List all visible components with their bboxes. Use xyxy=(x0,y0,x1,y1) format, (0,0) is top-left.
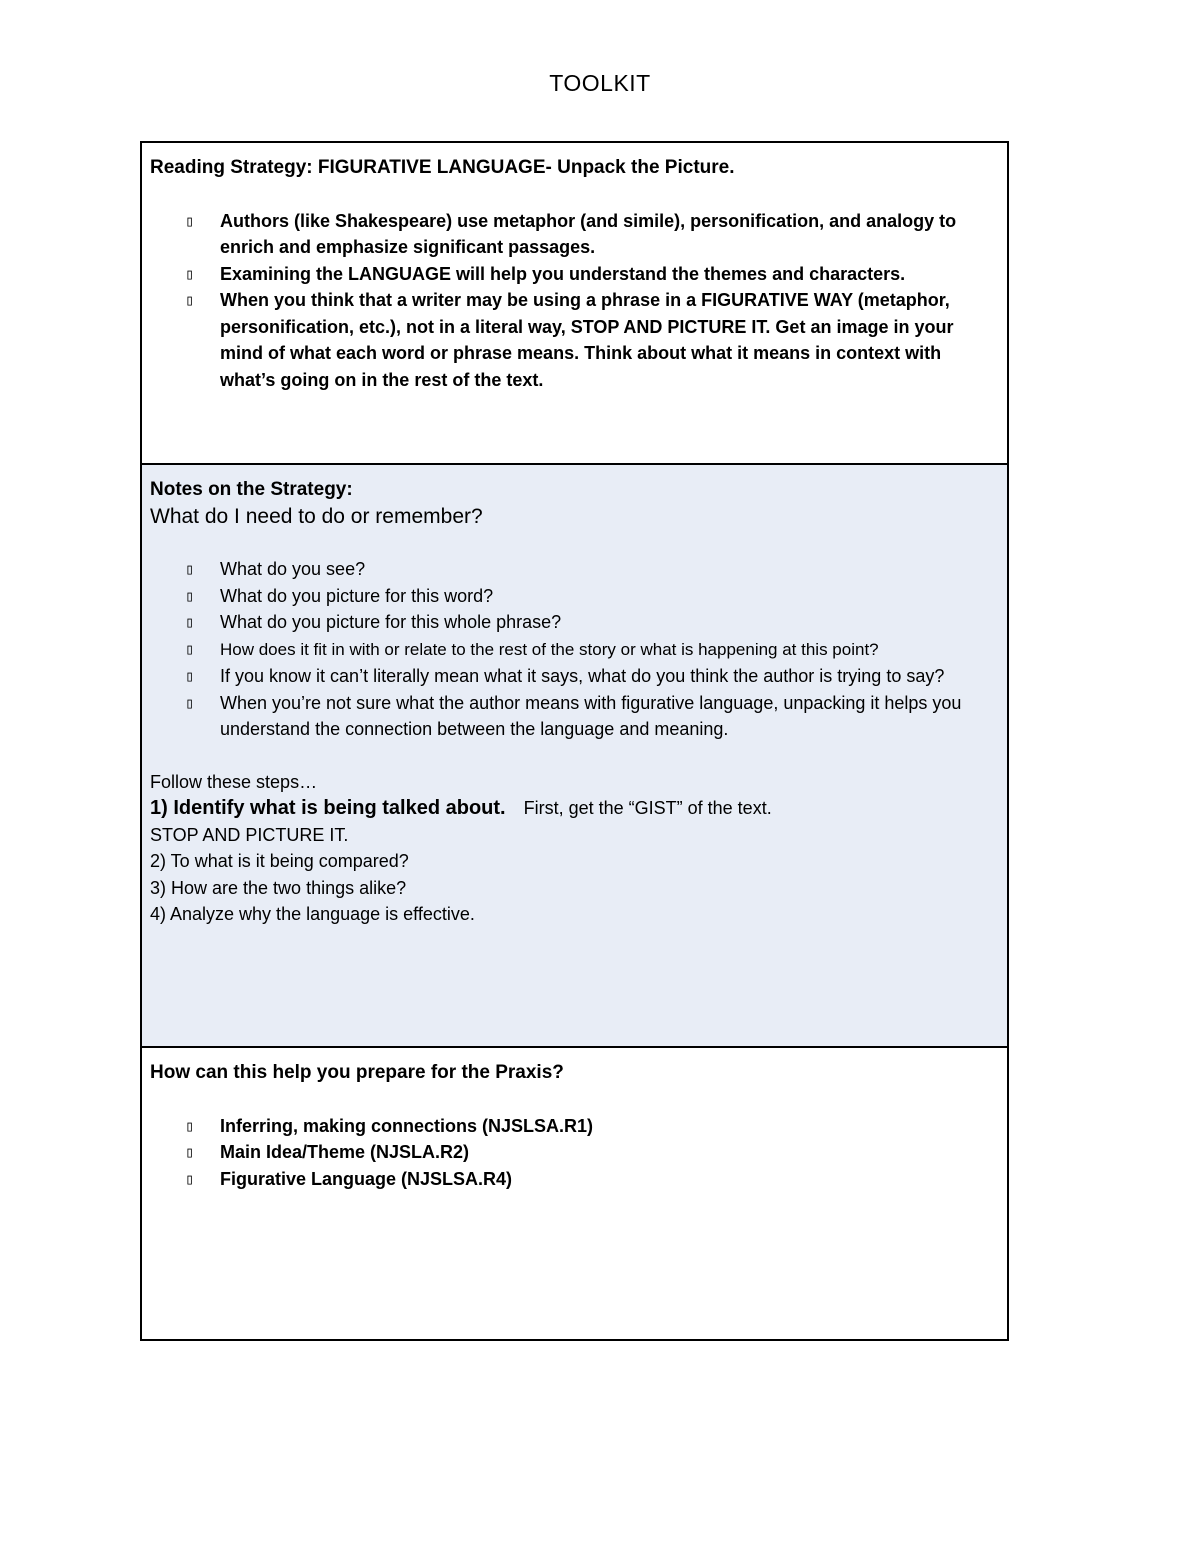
list-item-text: Examining the LANGUAGE will help you understand the themes and characters. xyxy=(220,263,906,284)
list-item xyxy=(150,1113,999,1140)
notes-heading: Notes on the Strategy: xyxy=(150,479,353,500)
strategy-heading: Reading Strategy: FIGURATIVE LANGUAGE- Unpack the Picture. xyxy=(150,157,735,178)
page-title: TOOLKIT xyxy=(549,70,651,96)
square-bullet-icon: ▯ xyxy=(185,291,195,309)
step-1-text: 1) Identify what is being talked about. xyxy=(150,797,506,819)
list-item-text: When you think that a writer may be using a phrase in a FIGURATIVE WAY (metaphor, personification, etc.), not in a literal way, STOP AND PICTURE IT. Get an image in your mind of what each word or phrase means. Think about what it means in context with what’s going on in the rest of the text. xyxy=(220,290,954,390)
square-bullet-icon: ▯ xyxy=(185,613,195,631)
list-item xyxy=(150,261,999,288)
square-bullet-icon: ▯ xyxy=(185,211,195,230)
list-item xyxy=(150,556,999,583)
praxis-bullet-list xyxy=(150,1113,999,1193)
square-bullet-icon: ▯ xyxy=(185,1143,195,1161)
step-2: 2) To what is it being compared? xyxy=(150,851,409,871)
list-item xyxy=(150,1139,999,1166)
list-item xyxy=(150,208,999,261)
strategy-section xyxy=(142,143,1007,463)
step-1-note: STOP AND PICTURE IT. xyxy=(150,824,349,845)
list-item xyxy=(150,287,999,393)
square-bullet-icon: ▯ xyxy=(185,560,195,578)
strategy-bullet-list xyxy=(150,208,999,394)
steps-intro: Follow these steps… xyxy=(150,771,318,792)
square-bullet-icon: ▯ xyxy=(185,1116,195,1135)
list-item xyxy=(150,663,999,690)
praxis-heading: How can this help you prepare for the Praxis? xyxy=(150,1062,564,1083)
list-item-text: Authors (like Shakespeare) use metaphor (and simile), personification, and analogy to enrich and emphasize significant passages. xyxy=(220,210,957,257)
list-item xyxy=(150,636,999,664)
notes-subheading: What do I need to do or remember? xyxy=(150,504,483,528)
square-bullet-icon: ▯ xyxy=(185,667,195,685)
list-item-text: What do you picture for this whole phrase? xyxy=(220,612,562,632)
list-item xyxy=(150,583,999,610)
notes-section xyxy=(142,463,1007,1046)
list-item-text: Main Idea/Theme (NJSLA.R2) xyxy=(220,1142,470,1162)
square-bullet-icon: ▯ xyxy=(185,1169,195,1188)
notes-bullet-list xyxy=(150,556,999,743)
list-item-text: Inferring, making connections (NJSLSA.R1) xyxy=(220,1115,594,1136)
square-bullet-icon: ▯ xyxy=(185,693,195,712)
step-3: 3) How are the two things alike? xyxy=(150,877,407,898)
praxis-section xyxy=(142,1046,1007,1339)
list-item xyxy=(150,609,999,636)
list-item xyxy=(150,1166,999,1193)
step-1-aside: First, get the “GIST” of the text. xyxy=(523,798,772,818)
list-item-text: If you know it can’t literally mean what it says, what do you think the author is trying to say? xyxy=(220,666,945,686)
list-item-text: Figurative Language (NJSLSA.R4) xyxy=(220,1168,513,1189)
square-bullet-icon: ▯ xyxy=(185,639,195,658)
list-item-text: What do you picture for this word? xyxy=(220,585,494,606)
square-bullet-icon: ▯ xyxy=(185,264,195,283)
list-item-text: How does it fit in with or relate to the rest of the story or what is happening at this point? xyxy=(220,639,879,659)
list-item-text: When you’re not sure what the author means with figurative language, unpacking it helps you understand the connection between the language and meaning. xyxy=(220,692,962,739)
list-item-text: What do you see? xyxy=(220,559,366,579)
square-bullet-icon: ▯ xyxy=(185,586,195,605)
list-item xyxy=(150,690,999,743)
toolkit-table xyxy=(140,141,1009,1341)
step-1 xyxy=(150,795,999,822)
step-4: 4) Analyze why the language is effective. xyxy=(150,904,475,924)
